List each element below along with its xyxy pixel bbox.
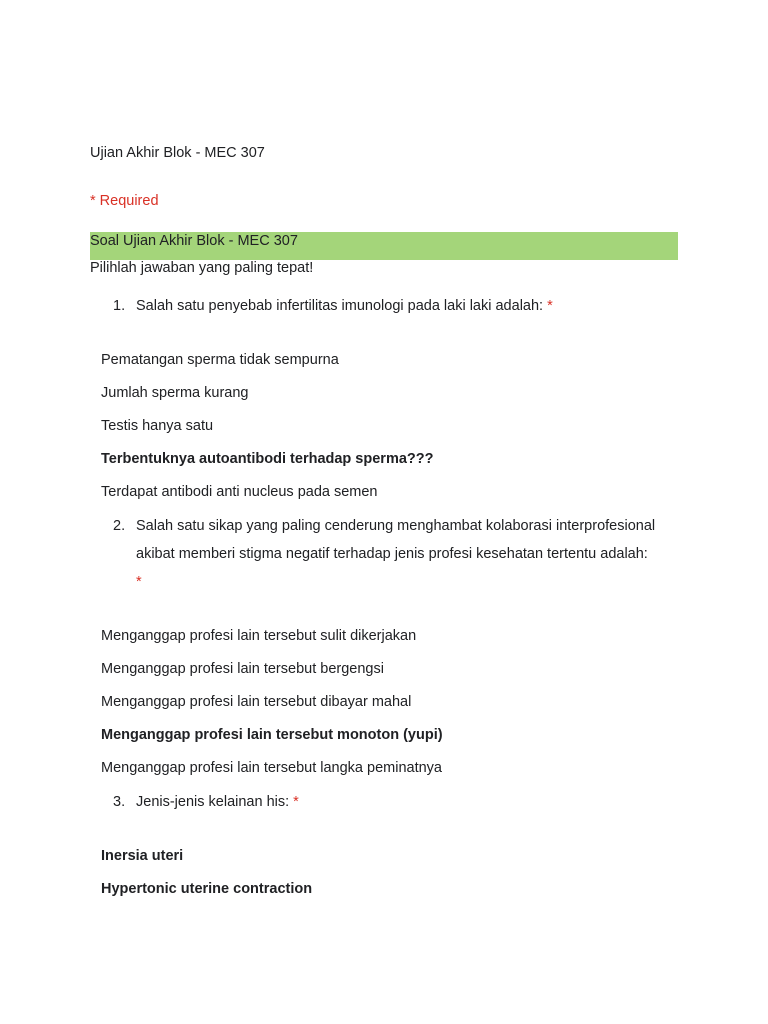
required-star: *: [547, 298, 553, 314]
option-q3-2-selected[interactable]: Hypertonic uterine contraction: [101, 881, 313, 897]
form-title: Ujian Akhir Blok - MEC 307: [90, 145, 265, 161]
question-text: Salah satu sikap yang paling cenderung menghambat kolaborasi interprofesional akibat memberi stigma negatif terhadap jenis profesi kesehatan tertentu adalah: *: [136, 518, 656, 590]
option-q2-2[interactable]: Menganggap profesi lain tersebut bergengsi: [101, 661, 384, 677]
option-q2-4-selected[interactable]: Menganggap profesi lain tersebut monoton (yupi): [101, 727, 443, 743]
question-number: 3.: [113, 794, 126, 810]
section-title: Soal Ujian Akhir Blok - MEC 307: [90, 232, 678, 260]
required-star: *: [293, 794, 299, 810]
required-note: * Required: [90, 193, 159, 209]
option-q1-4-selected[interactable]: Terbentuknya autoantibodi terhadap sperma???: [101, 451, 434, 467]
option-q1-1[interactable]: Pematangan sperma tidak sempurna: [101, 352, 339, 368]
question-number: 1.: [113, 298, 126, 314]
section-description: Pilihlah jawaban yang paling tepat!: [90, 260, 314, 276]
option-q1-3[interactable]: Testis hanya satu: [101, 418, 214, 434]
required-star: *: [136, 574, 142, 590]
option-q2-3[interactable]: Menganggap profesi lain tersebut dibayar mahal: [101, 694, 412, 710]
option-q2-1[interactable]: Menganggap profesi lain tersebut sulit dikerjakan: [101, 628, 417, 644]
question-3: [90, 788, 678, 816]
option-q3-1-selected[interactable]: Inersia uteri: [101, 848, 184, 864]
question-1: [90, 292, 678, 320]
option-q1-2[interactable]: Jumlah sperma kurang: [101, 385, 249, 401]
question-text: Salah satu penyebab infertilitas imunologi pada laki laki adalah: *: [136, 298, 553, 314]
option-q2-5[interactable]: Menganggap profesi lain tersebut langka peminatnya: [101, 760, 442, 776]
question-2: [90, 512, 678, 596]
option-q1-5[interactable]: Terdapat antibodi anti nucleus pada semen: [101, 484, 378, 500]
question-number: 2.: [113, 518, 126, 534]
question-text: Jenis-jenis kelainan his: *: [136, 794, 299, 810]
